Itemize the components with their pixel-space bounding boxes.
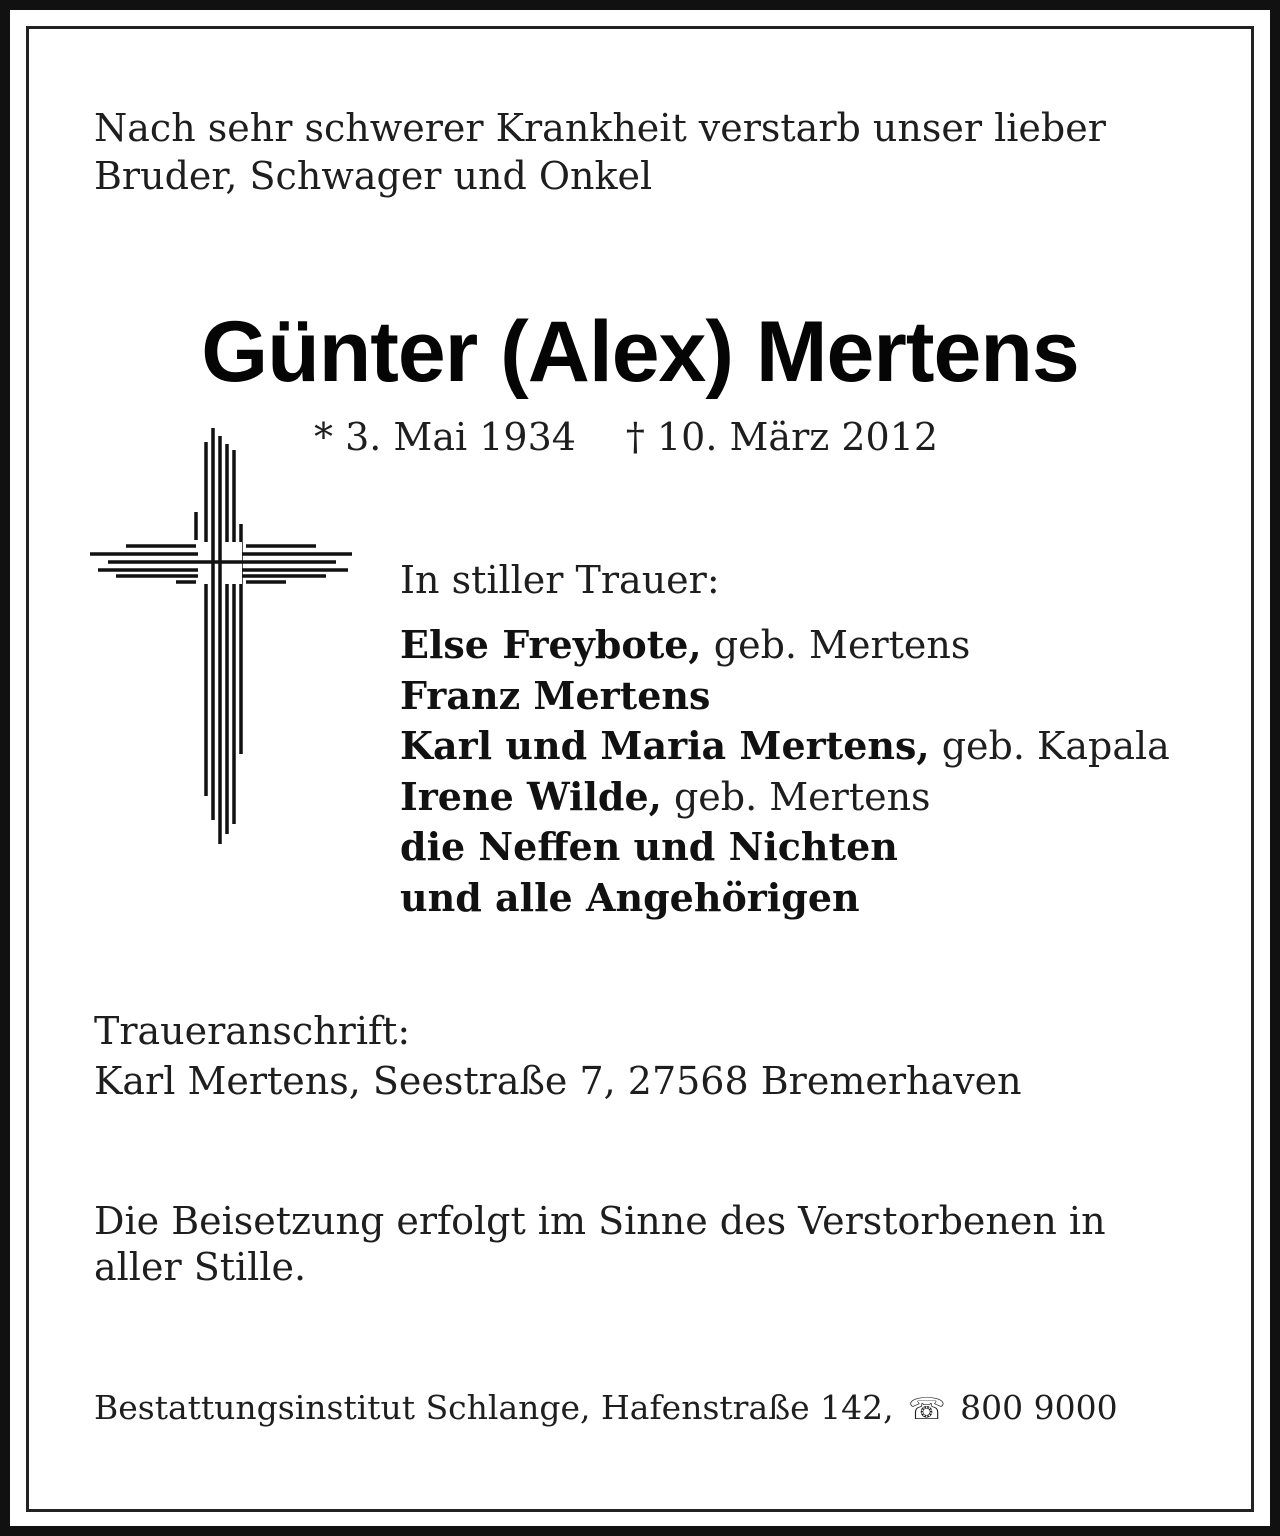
- birth-date: * 3. Mai 1934: [314, 415, 576, 459]
- deceased-name: Günter (Alex) Mertens: [201, 304, 1079, 400]
- intro-text: Nach sehr schwerer Krankheit verstarb unser lieber Bruder, Schwager und Onkel: [94, 106, 1106, 198]
- mourner-row: [400, 721, 1220, 772]
- mourner-detail: geb. Kapala: [929, 724, 1170, 768]
- mourner-name: die Neffen und Nichten: [400, 824, 898, 869]
- mourners-block: [400, 556, 1220, 923]
- mourner-name: und alle Angehörigen: [400, 874, 860, 920]
- address-line: Karl Mertens, Seestraße 7, 27568 Bremerhaven: [94, 1059, 1022, 1103]
- mourner-detail: geb. Mertens: [701, 623, 971, 667]
- mourners-heading: In stiller Trauer:: [400, 558, 720, 602]
- mourner-name: Karl und Maria Mertens,: [400, 723, 930, 768]
- mourner-row: [400, 822, 1220, 873]
- mourner-detail: geb. Mertens: [661, 774, 931, 819]
- mourner-row: [400, 873, 1220, 924]
- mourner-name: Else Freybote,: [400, 622, 702, 667]
- funeral-home-text: Bestattungsinstitut Schlange, Hafenstraße 142,: [94, 1388, 894, 1427]
- mourner-name: Irene Wilde,: [400, 773, 662, 819]
- phone-icon: ☏: [908, 1392, 946, 1427]
- mourner-row: [400, 671, 1220, 722]
- cross-icon: [86, 424, 356, 848]
- mourner-name: Franz Mertens: [400, 672, 711, 718]
- mourner-row: [400, 620, 1220, 671]
- mourning-address: [94, 1006, 1204, 1106]
- funeral-home-footer: [94, 1386, 1204, 1432]
- mourner-row: [400, 772, 1220, 823]
- burial-note: Die Beisetzung erfolgt im Sinne des Verstorbenen in aller Stille.: [94, 1199, 1106, 1289]
- life-dates: [314, 414, 938, 460]
- phone-number: 800 9000: [960, 1388, 1118, 1427]
- address-label: Traueranschrift:: [94, 1009, 411, 1053]
- death-date: † 10. März 2012: [625, 415, 939, 459]
